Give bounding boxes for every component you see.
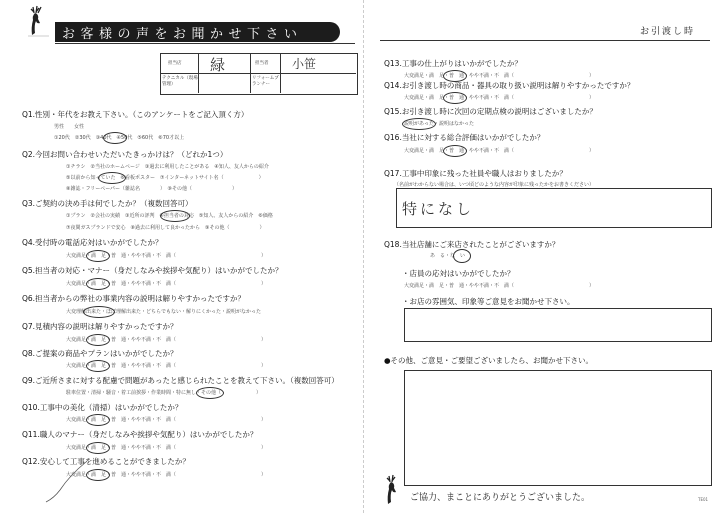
q12-text: Q12.安心して工事を進めることができましたか？ [22, 457, 190, 466]
q1-age[interactable]: ①20代 ②30代 ③40代 ④50代 ⑤60代 ⑥70才以上 [54, 135, 185, 141]
q2-opt2[interactable]: ⑤以前から知っていた ⑥看板ポスター ⑦インターネットサイト名（ ） [66, 175, 264, 181]
staff-table-vline [198, 53, 199, 93]
q4-text: Q4.受付時の電話応対はいかがでしたか？ [22, 238, 163, 247]
planner-label: リフォームプランナー [252, 76, 279, 87]
q17-note: （名前がわからない場合は、いつ頃どのような内容が印象に残ったかをお書きください） [394, 182, 595, 188]
q3-opt1[interactable]: ①プラン ②会社の実績 ③近所の評判 ④担当者の対応 ⑤知人、友人からの紹介 ⑥価格 [66, 213, 273, 219]
q18-sub1: ・店員の応対はいかがでしたか？ [402, 269, 515, 278]
q18-sub2: ・お店の雰囲気、印象等ご意見をお聞かせ下さい。 [402, 297, 575, 306]
answer-circle-mark [196, 387, 224, 399]
thanks-message: ご協力、まことにありがとうございました。 [410, 493, 591, 503]
q13-opts[interactable]: 大変満足・満 足・普 通・やや不満・不 満（ ） [404, 73, 595, 79]
q12-opts[interactable]: 大変満足・満 足・普 通・やや不満・不 満（ ） [66, 472, 267, 478]
q9-opts[interactable]: 駐車位置・清掃・騒音・着工前挨拶・作業時間・特に無し・その他（ ） [66, 390, 262, 396]
q15-text: Q15.お引き渡し時に次回の定期点検の説明はございましたか？ [384, 107, 597, 116]
q2-opt3[interactable]: ⑧雑誌・フリーペーパー（雑誌名 ） ⑨その他（ ） [66, 186, 238, 192]
staff-table-hline [160, 73, 356, 74]
answer-circle-mark [86, 334, 110, 346]
answer-circle-mark [402, 118, 436, 130]
page-divider [363, 0, 364, 513]
q1-gender[interactable]: 男性 女性 [54, 124, 85, 130]
store-value: 緑 [210, 56, 226, 74]
opinion-label: ●その他、ご意見・ご要望ございましたら、お聞かせ下さい。 [384, 356, 594, 365]
q7-text: Q7.見積内容の説明は解りやすかったですか？ [22, 322, 178, 331]
tech-label: テクニカル（現場管理） [162, 76, 198, 87]
q11-opts[interactable]: 大変満足・満 足・普 通・やや不満・不 満（ ） [66, 445, 267, 451]
q13-text: Q13.工事の仕上がりはいかがでしたか？ [384, 59, 522, 68]
answer-circle-mark [443, 70, 467, 82]
q17-text: Q17.工事中印象に残った社員や職人はおりましたか？ [384, 169, 567, 178]
opinion-box[interactable] [404, 370, 712, 486]
staff-table-vline [280, 53, 281, 93]
answer-circle-mark [86, 360, 110, 372]
q17-answer-text: 特になし [402, 200, 475, 218]
answer-circle-mark [103, 132, 127, 144]
answer-circle-mark [160, 210, 190, 222]
right-header-rule [380, 40, 710, 41]
q14-opts[interactable]: 大変満足・満 足・普 通・やや不満・不 満（ ） [404, 95, 595, 101]
banner-rule [55, 43, 355, 44]
staff-table-vline [250, 53, 251, 93]
q2-text: Q2.今回お問い合わせいただいたきっかけは？（どれか1つ） [22, 150, 228, 159]
deer-logo-icon [25, 5, 53, 39]
q3-opt2[interactable]: ⑦夜間ガスプランドで安心 ⑧過去に利用して良かったから ⑨その他（ ） [66, 225, 265, 231]
pen-stroke-decoration [40, 460, 90, 505]
store-label: 担当店 [168, 61, 182, 66]
q18-yesno[interactable]: あ る・な い [430, 253, 466, 259]
handover-label: お引渡し時 [640, 27, 696, 37]
answer-circle-mark [98, 172, 126, 184]
q10-opts[interactable]: 大変満足・満 足・普 通・やや不満・不 満（ ） [66, 417, 267, 423]
q6-opts[interactable]: 大変理解出来た・ほぼ理解出来た・どちらでもない・解りにくかった・説明がなかった [66, 309, 261, 315]
q9-text: Q9.ご近所さまに対する配慮で問題があったと感じられたことを教えて下さい。（複数回答可） [22, 376, 339, 385]
q8-opts[interactable]: 大変満足・満 足・普 通・やや不満・不 満（ ） [66, 363, 267, 369]
answer-circle-mark [86, 250, 110, 262]
answer-circle-mark [443, 145, 467, 157]
q6-text: Q6.担当者からの弊社の事業内容の説明は解りやすかったですか？ [22, 294, 246, 303]
form-code: TE01 [698, 497, 709, 502]
answer-circle-mark [443, 92, 467, 104]
q14-text: Q14.お引き渡し時の商品・器具の取り扱い説明は解りやすかったですか？ [384, 81, 635, 90]
q4-opts[interactable]: 大変満足・満 足・普 通・やや不満・不 満（ ） [66, 253, 267, 259]
answer-circle-mark [453, 249, 471, 263]
answer-circle-mark [86, 278, 110, 290]
answer-circle-mark [83, 306, 115, 318]
page-title: お客様の声をお聞かせ下さい [62, 27, 303, 42]
q18-sub1-opts[interactable]: 大変満足・満 足・普 通・やや不満・不 満（ ） [404, 283, 595, 289]
person-label: 担当者 [255, 61, 269, 66]
q10-text: Q10.工事中の美化（清掃）はいかがでしたか？ [22, 403, 183, 412]
footer-deer-icon [382, 474, 408, 508]
q7-opts[interactable]: 大変満足・満 足・普 通・やや不満・不 満（ ） [66, 337, 267, 343]
q11-text: Q11.職人のマナー（身だしなみや挨拶や気配り）はいかがでしたか？ [22, 430, 258, 439]
q3-text: Q3.ご契約の決め手は何でしたか？（複数回答可） [22, 199, 193, 208]
q5-opts[interactable]: 大変満足・満 足・普 通・やや不満・不 満（ ） [66, 281, 267, 287]
q15-opts[interactable]: 説明があった・説明はなかった [404, 121, 474, 127]
q8-text: Q8.ご提案の商品やプランはいかがでしたか？ [22, 349, 178, 358]
q2-opt1[interactable]: ①チラシ ②当社のホームページ ③過去に利用したことがある ④知人、友人からの紹介 [66, 164, 269, 170]
person-value: 小笹 [292, 57, 317, 71]
q16-text: Q16.当社に対する総合評価はいかがでしたか？ [384, 133, 545, 142]
q16-opts[interactable]: 大変満足・満 足・普 通・やや不満・不 満（ ） [404, 148, 595, 154]
q1-text: Q1.性別・年代をお教え下さい。（このアンケートをご記入頂く方） [22, 110, 249, 119]
q18-text: Q18.当社店舗にご来店されたことがございますか？ [384, 240, 560, 249]
answer-circle-mark [86, 442, 110, 454]
answer-circle-mark [86, 414, 110, 426]
store-impression-box[interactable] [404, 308, 712, 342]
q5-text: Q5.担当者の対応・マナー（身だしなみや挨拶や気配り）はいかがでしたか？ [22, 266, 283, 275]
